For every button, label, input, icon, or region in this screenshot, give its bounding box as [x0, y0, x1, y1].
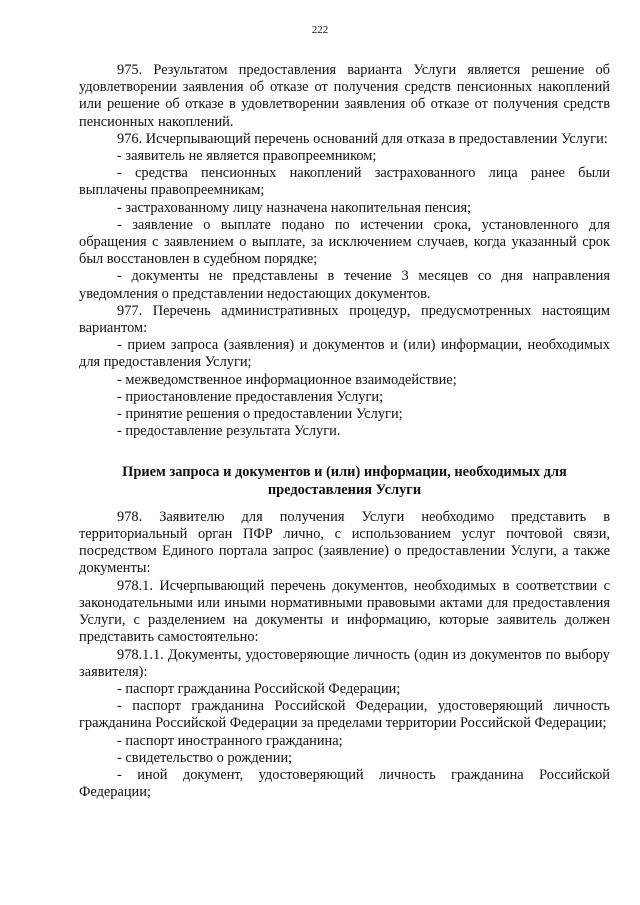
paragraph-975: 975. Результатом предоставления варианта Услуги является решение об удовлетворении заявления об отказе от получения средств пенсионных накоплений или решение об отказе в удовлетворении заявления об отказе от получения средств пенсионных накоплений. [79, 62, 610, 130]
page-number: 222 [311, 24, 329, 36]
section-heading-line: Прием запроса и документов и (или) информации, необходимых для [122, 464, 567, 481]
list-item: - межведомственное информационное взаимодействие; [117, 371, 457, 388]
list-item: - принятие решения о предоставлении Услуги; [117, 406, 403, 423]
section-before [79, 62, 610, 440]
list-item: - иной документ, удостоверяющий личность гражданина Российской Федерации; [79, 766, 610, 801]
paragraph-978-1: 978.1. Исчерпывающий перечень документов, необходимых в соответствии с законодательными или иными нормативными правовыми актами для предоставления Услуги, с разделением на документы и информацию, которые заявитель должен представить самостоятельно: [79, 577, 610, 646]
section-heading [79, 464, 610, 498]
list-item: - предоставление результата Услуги. [117, 423, 341, 440]
list-item: - заявление о выплате подано по истечении срока, установленного для обращения с заявлением о выплате, за исключением случаев, когда указанный срок был восстановлен в судебном порядке; [79, 216, 610, 268]
list-item: - средства пенсионных накоплений застрахованного лица ранее были выплачены правопреемникам; [79, 165, 610, 199]
section-heading-line: предоставления Услуги [267, 481, 422, 498]
list-item: - документы не представлены в течение 3 месяцев со дня направления уведомления о представлении недостающих документов. [79, 268, 610, 302]
list-item: - паспорт иностранного гражданина; [117, 732, 343, 749]
list-item: - паспорт гражданина Российской Федерации, удостоверяющий личность гражданина Российской Федерации за пределами территории Российской Федерации; [79, 698, 610, 732]
list-item: - свидетельство о рождении; [117, 749, 293, 766]
list-item: - паспорт гражданина Российской Федерации; [117, 680, 401, 697]
paragraph-976: 976. Исчерпывающий перечень оснований для отказа в предоставлении Услуги: [117, 130, 608, 147]
list-item: - приостановление предоставления Услуги; [117, 388, 384, 405]
list-item: - прием запроса (заявления) и документов и (или) информации, необходимых для предоставления Услуги; [79, 337, 610, 371]
section-after [79, 509, 610, 801]
document-body [79, 62, 610, 801]
paragraph-978-1-1: 978.1.1. Документы, удостоверяющие личность (один из документов по выбору заявителя): [79, 646, 610, 680]
paragraph-977: 977. Перечень административных процедур, предусмотренных настоящим вариантом: [79, 302, 610, 337]
list-item: - заявитель не является правопреемником; [117, 148, 377, 165]
paragraph-978: 978. Заявителю для получения Услуги необходимо представить в территориальный орган ПФР лично, с использованием услуг почтовой связи, посредством Единого портала запрос (заявление) о предоставлении Услуги, а также документы: [79, 508, 610, 577]
list-item: - застрахованному лицу назначена накопительная пенсия; [117, 199, 472, 216]
